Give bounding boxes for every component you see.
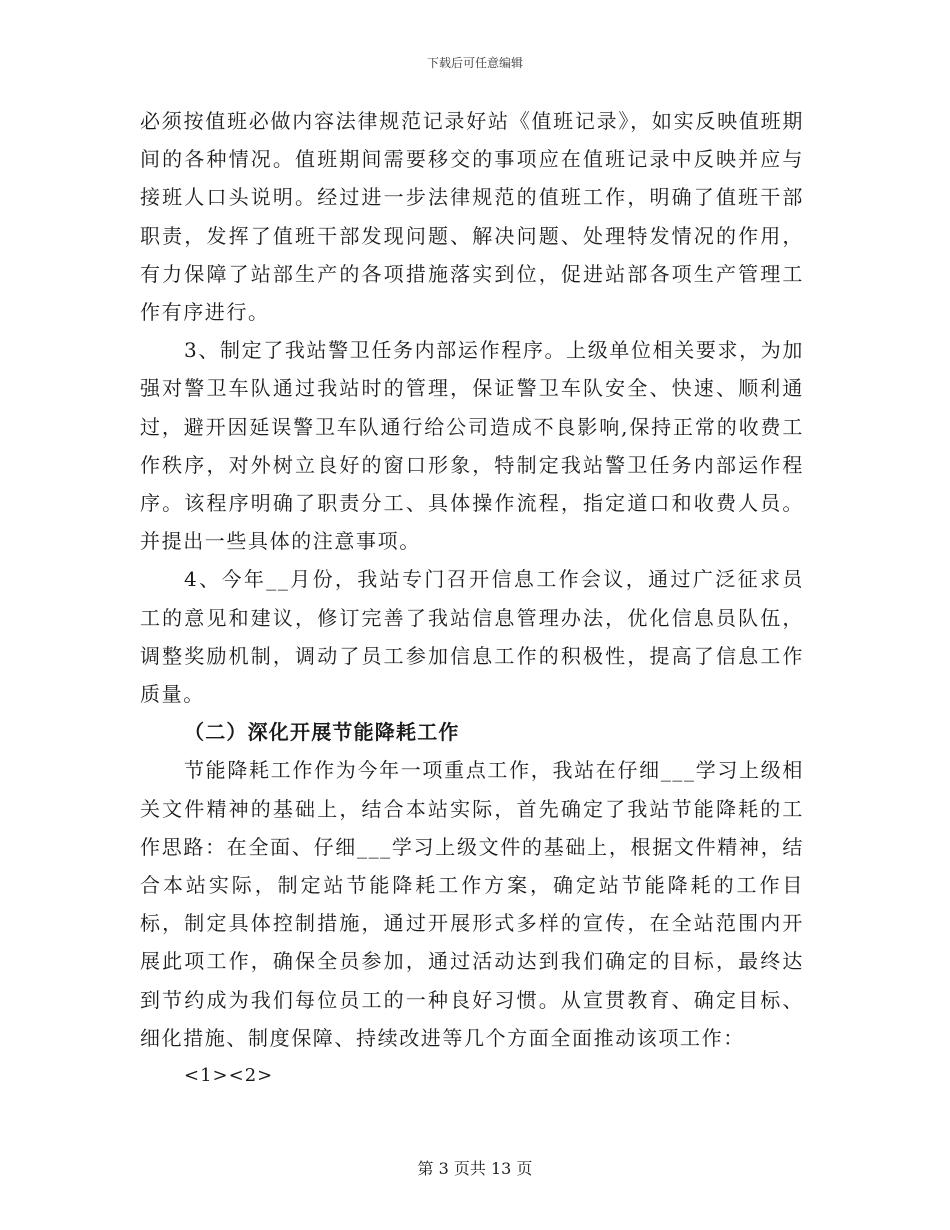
page-header: 下载后可任意编辑 [426,56,523,70]
paragraph-escort-procedure: 3、制定了我站警卫任务内部运作程序。上级单位相关要求，为加强对警卫车队通过我站时的管理，保证警卫车队安全、快速、顺利通过，避开因延误警卫车队通行给公司造成不良影响,保持正常的收费工作秩序，对外树立良好的窗口形象，特制定我站警卫任务内部运作程序。该程序明确了职责分工、具体操作流程，指定道口和收费人员。并提出一些具体的注意事项。 [140,338,804,554]
section-heading-energy-saving: （二）深化开展节能降耗工作 [184,720,460,745]
paragraph-information-work: 4、今年__月份，我站专门召开信息工作会议，通过广泛征求员工的意见和建议，修订完善了我站信息管理办法，优化信息员队伍，调整奖励机制，调动了员工参加信息工作的积极性，提高了信息工作质量。 [140,567,804,707]
paragraph-energy-saving: 节能降耗工作作为今年一项重点工作，我站在仔细___学习上级相关文件精神的基础上，结合本站实际，首先确定了我站节能降耗的工作思路：在全面、仔细___学习上级文件的基础上，根据文件精神，结合本站实际，制定站节能降耗工作方案，确定站节能降耗的工作目标，制定具体控制措施，通过开展形式多样的宣传，在全站范围内开展此项工作，确保全员参加，通过活动达到我们确定的目标，最终达到节约成为我们每位员工的一种良好习惯。从宣贯教育、确定目标、细化措施、制度保障、持续改进等几个方面全面推动该项工作： [140,758,804,1050]
list-markers: <1><2> [184,1065,274,1087]
document-body [140,102,804,1095]
paragraph-duty-records: 必须按值班必做内容法律规范记录好站《值班记录》，如实反映值班期间的各种情况。值班期间需要移交的事项应在值班记录中反映并应与接班人口头说明。经过进一步法律规范的值班工作，明确了值班干部职责，发挥了值班干部发现问题、解决问题、处理特发情况的作用，有力保障了站部生产的各项措施落实到位，促进站部各项生产管理工作有序进行。 [140,109,804,325]
page-number-footer: 第 3 页共 13 页 [417,1159,533,1178]
